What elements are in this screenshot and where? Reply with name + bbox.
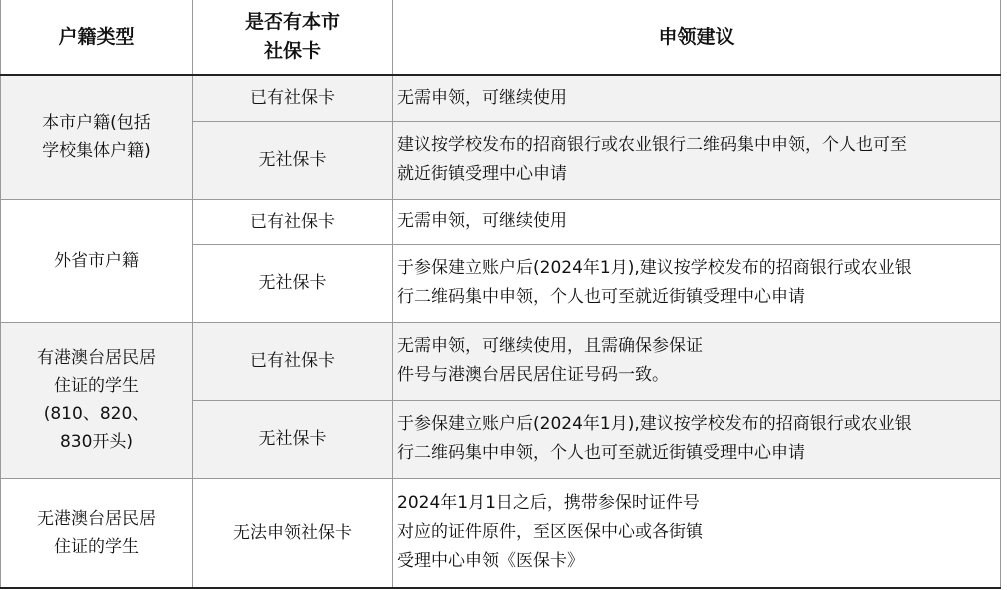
card-status-cell: 已有社保卡: [193, 199, 393, 244]
advice-cell: [393, 478, 1001, 588]
household-type-line: 住证的学生: [54, 376, 139, 396]
table-row: [1, 322, 1001, 400]
advice-cell: [393, 199, 1001, 244]
card-status-cell: 无社保卡: [193, 400, 393, 478]
advice-line: 件号与港澳台居民居住证号码一致。: [397, 365, 669, 385]
advice-line: 建议按学校发布的招商银行或农业银行二维码集中申领，个人也可至: [397, 135, 907, 155]
advice-line: 行二维码集中申领，个人也可至就近街镇受理中心申请: [397, 443, 805, 463]
header-has-card: [193, 0, 393, 75]
table-row: [1, 199, 1001, 244]
header-has-card-line1: 是否有本市: [244, 11, 340, 33]
table-row: [1, 478, 1001, 588]
card-status-cell: 已有社保卡: [193, 75, 393, 121]
header-advice: 申领建议: [393, 0, 1001, 75]
table-row: [1, 75, 1001, 121]
card-status-cell: 无社保卡: [193, 244, 393, 322]
card-status-cell: 无法申领社保卡: [193, 478, 393, 588]
advice-line: 就近街镇受理中心申请: [397, 164, 567, 184]
household-type-cell: [1, 75, 193, 199]
household-type-line: 外省市户籍: [54, 250, 139, 271]
household-type-line: 有港澳台居民居: [37, 348, 156, 368]
card-status-cell: 已有社保卡: [193, 322, 393, 400]
household-type-cell: [1, 199, 193, 322]
advice-cell: [393, 121, 1001, 199]
advice-line: 行二维码集中申领，个人也可至就近街镇受理中心申请: [397, 287, 805, 307]
advice-cell: [393, 322, 1001, 400]
advice-line: 无需申领，可继续使用: [397, 87, 567, 108]
household-type-line: 本市户籍(包括: [42, 113, 151, 134]
advice-cell: [393, 400, 1001, 478]
household-type-cell: [1, 322, 193, 478]
household-type-cell: [1, 478, 193, 588]
advice-line: 无需申领，可继续使用: [397, 211, 567, 231]
advice-line: 于参保建立账户后(2024年1月),建议按学校发布的招商银行或农业银: [397, 258, 912, 278]
advice-cell: [393, 75, 1001, 121]
advice-line: 于参保建立账户后(2024年1月),建议按学校发布的招商银行或农业银: [397, 414, 912, 434]
household-type-line: 830开头): [59, 432, 134, 452]
advice-line: 2024年1月1日之后，携带参保时证件号: [397, 493, 700, 514]
household-type-line: 无港澳台居民居: [37, 508, 156, 529]
household-type-line: (810、820、: [43, 404, 150, 424]
advice-line: 无需申领，可继续使用，且需确保参保证: [397, 336, 703, 356]
header-household-type: 户籍类型: [1, 0, 193, 75]
advice-cell: [393, 244, 1001, 322]
advice-line: 对应的证件原件，至区医保中心或各街镇: [397, 522, 703, 543]
advice-line: 受理中心申领《医保卡》: [397, 551, 584, 572]
header-has-card-line2: 社保卡: [263, 40, 321, 62]
household-type-line: 学校集体户籍): [42, 141, 151, 162]
household-type-line: 住证的学生: [54, 536, 139, 557]
card-status-cell: 无社保卡: [193, 121, 393, 199]
header-row: [1, 0, 1001, 75]
